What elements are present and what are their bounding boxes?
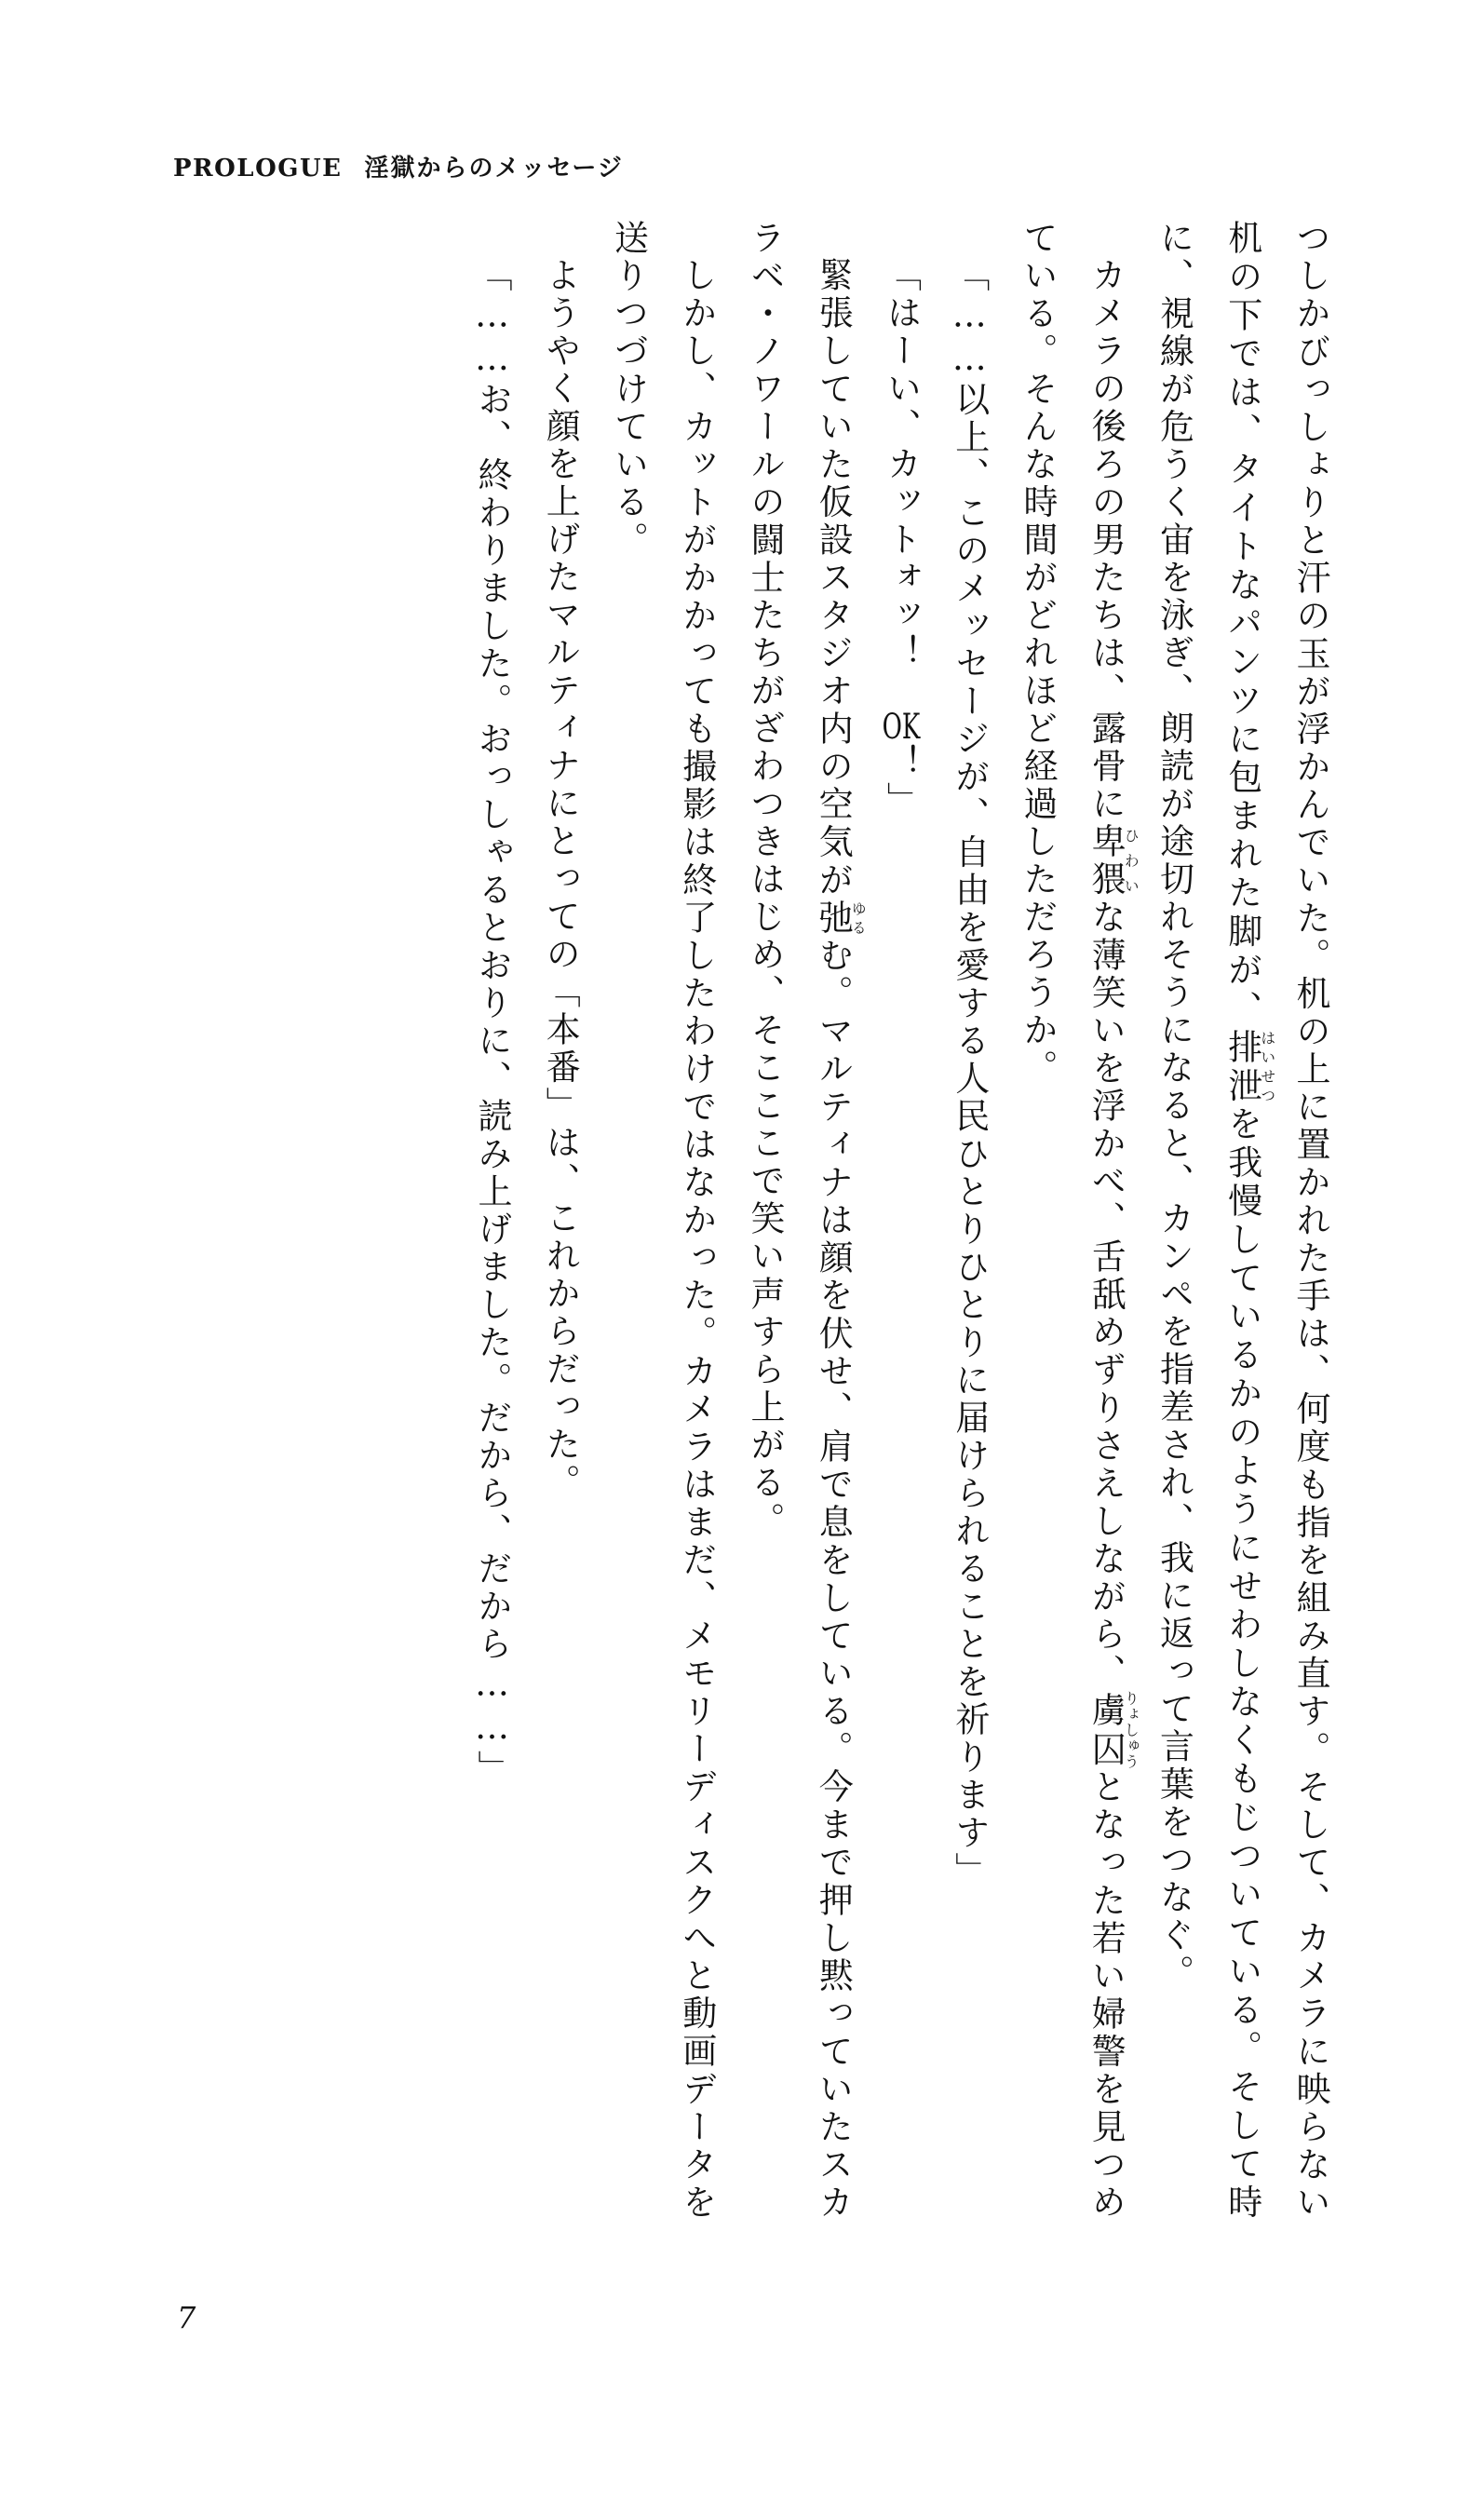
paragraph: カメラの後ろの男たちは、露骨に卑猥ひわいな薄笑いを浮かべ、舌舐めずりさえしながら、虜囚りょしゅうとなった若い婦警を見つめている。そんな時間がどれほど経過しただろうか。 — [1018, 220, 1140, 2223]
paragraph: 「……お、終わりました。おっしゃるとおりに、読み上げました。だから、だから……」 — [472, 257, 512, 1788]
running-head-label: PROLOGUE — [173, 155, 343, 183]
page-body — [190, 220, 1344, 2222]
paragraph: 緊張していた仮設スタジオ内の空気が弛ゆるむ。マルティナは顔を伏せ、肩で息をしている。今まで押し黙っていたスカラベ・ノワールの闘士たちがざわつきはじめ、そこここで笑い声すら上がる。 — [745, 220, 868, 2223]
paragraph: しかし、カットがかかっても撮影は終了したわけではなかった。カメラはまだ、メモリーディスクへと動画データを送りつづけている。 — [608, 220, 717, 2222]
ruby-ryoshuu: 虜囚りょしゅう — [1086, 1690, 1140, 1770]
ruby-hiwai: 卑猥ひわい — [1086, 823, 1140, 899]
paragraph: つしかびっしょりと汗の玉が浮かんでいた。机の上に置かれた手は、何度も指を組み直す。そして、カメラに映らない机の下では、タイトなパンツに包まれた脚が、排泄はいせつを我慢しているかのようにせわしなくもじついている。そして時に、視線が危うく宙を泳ぎ、朗読が途切れそうになると、カンペを指差され、我に返って言葉をつなぐ。 — [1153, 220, 1330, 2223]
running-head-title: 淫獄からのメッセージ — [364, 155, 624, 183]
page-number: 7 — [177, 2300, 196, 2335]
paragraph: 「……以上、このメッセージが、自由を愛する人民ひとりひとりに届けられることを祈ります」 — [949, 257, 990, 1890]
paragraph: ようやく顔を上げたマルティナにとっての「本番」は、これからだった。 — [540, 257, 581, 1502]
latin-run: OK — [882, 710, 921, 744]
ruby-yuru: 弛ゆる — [813, 899, 868, 938]
paragraph: 「はーい、カットォッ！ OK！」 — [881, 257, 922, 819]
running-head — [173, 149, 624, 183]
ruby-haisetsu: 排泄はいせつ — [1221, 1028, 1276, 1106]
